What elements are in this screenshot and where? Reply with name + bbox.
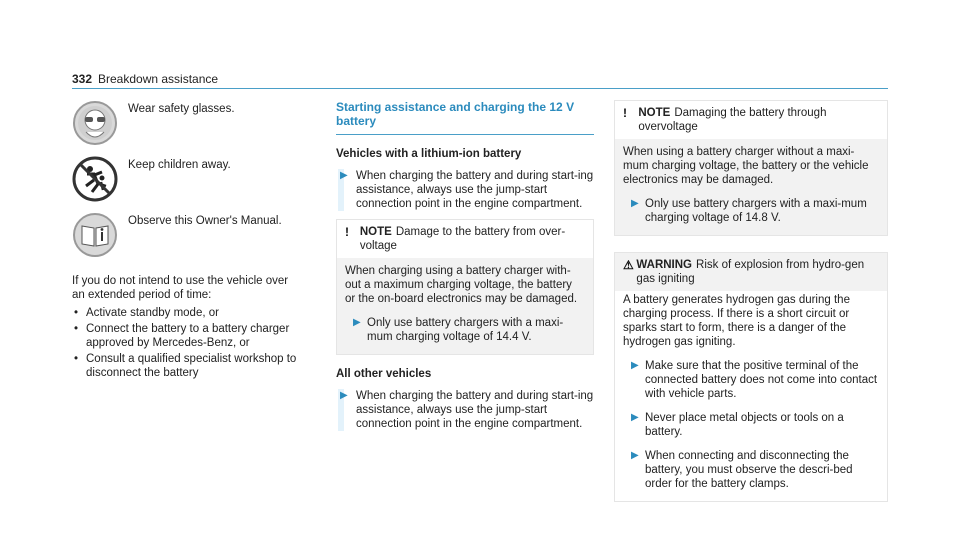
list-item: • Activate standby mode, or: [74, 307, 219, 319]
symbol-keep-children-away: [72, 156, 302, 212]
keep-children-away-icon: [72, 156, 118, 202]
symbol-owners-manual: [72, 212, 302, 268]
instruction-step: ▶ When charging the battery and during start-ing assistance, always use the jump-start connection point in the engine compartment.: [340, 390, 594, 430]
instruction-step: ▶ Only use battery chargers with a maxi-mum charging voltage of 14.4 V.: [353, 317, 564, 343]
arrow-right-icon: ▶: [353, 317, 361, 328]
arrow-right-icon: ▶: [340, 390, 348, 401]
note-box: [614, 100, 888, 236]
exclamation-icon: !: [623, 106, 627, 120]
note-box: [336, 219, 594, 355]
exclamation-icon: !: [345, 225, 349, 239]
arrow-right-icon: ▶: [631, 360, 639, 371]
bullet-dot: •: [74, 307, 79, 319]
warning-title: Risk of explosion from hydro-gen gas igniting: [636, 259, 865, 285]
list-item: • Connect the battery to a battery charger approved by Mercedes-Benz, or: [74, 323, 290, 349]
safety-glasses-icon: [72, 100, 118, 146]
warning-triangle-icon: ⚠: [623, 258, 634, 272]
note-body: When charging using a battery charger with-out a maximum charging voltage, the battery or the on-board electronics may be damaged.: [345, 265, 578, 305]
arrow-right-icon: ▶: [631, 412, 639, 423]
warning-label: WARNING: [636, 259, 693, 271]
subheading-other: All other vehicles: [336, 368, 432, 380]
instruction-step: ▶ Only use battery chargers with a maxi-mum charging voltage of 14.8 V.: [631, 198, 867, 224]
arrow-right-icon: ▶: [631, 450, 639, 461]
bullet-dot: •: [74, 323, 79, 335]
storage-options: [72, 306, 302, 380]
note-body: When using a battery charger without a maxi-mum charging voltage, the battery or the vehicle electronics may be damaged.: [623, 146, 869, 186]
storage-intro: If you do not intend to use the vehicle over an extended period of time:: [72, 275, 289, 301]
instruction-step: ▶ Make sure that the positive terminal of the connected battery does not come into contact with vehicle parts.: [631, 360, 878, 400]
note-label: NOTE: [359, 226, 392, 238]
page-title: Breakdown assistance: [98, 72, 219, 86]
column-right: [614, 100, 888, 514]
warning-body: A battery generates hydrogen gas during the charging process. If there is a short circuit or sparks start to form, there is a danger of the hydrogen gas igniting.: [623, 294, 850, 348]
symbol-text: Observe this Owner's Manual.: [128, 215, 282, 227]
instruction-step: ▶ When connecting and disconnecting the battery, you must observe the descri-bed order for the battery clamps.: [631, 450, 853, 490]
arrow-right-icon: ▶: [631, 198, 639, 209]
header-divider: [72, 88, 888, 89]
column-middle: [336, 100, 594, 439]
owners-manual-icon: [72, 212, 118, 258]
subheading-lithium: Vehicles with a lithium-ion battery: [336, 148, 522, 160]
page-number: 332: [72, 72, 93, 86]
arrow-right-icon: ▶: [340, 170, 348, 181]
symbol-safety-glasses: [72, 100, 302, 156]
warning-box: [614, 252, 888, 502]
bullet-dot: •: [74, 353, 79, 365]
instruction-step: ▶ When charging the battery and during start-ing assistance, always use the jump-start connection point in the engine compartment.: [340, 170, 594, 210]
list-item: • Consult a qualified specialist workshop to disconnect the battery: [74, 353, 297, 379]
symbol-text: Keep children away.: [128, 159, 231, 171]
note-label: NOTE: [638, 107, 671, 119]
section-heading: Starting assistance and charging the 12 V battery: [336, 100, 594, 135]
column-left: [72, 100, 302, 382]
symbol-text: Wear safety glasses.: [128, 103, 235, 115]
instruction-step: ▶ Never place metal objects or tools on a battery.: [631, 412, 844, 438]
note-title: Damaging the battery through overvoltage: [638, 107, 827, 133]
note-title: Damage to the battery from over-voltage: [359, 226, 566, 252]
